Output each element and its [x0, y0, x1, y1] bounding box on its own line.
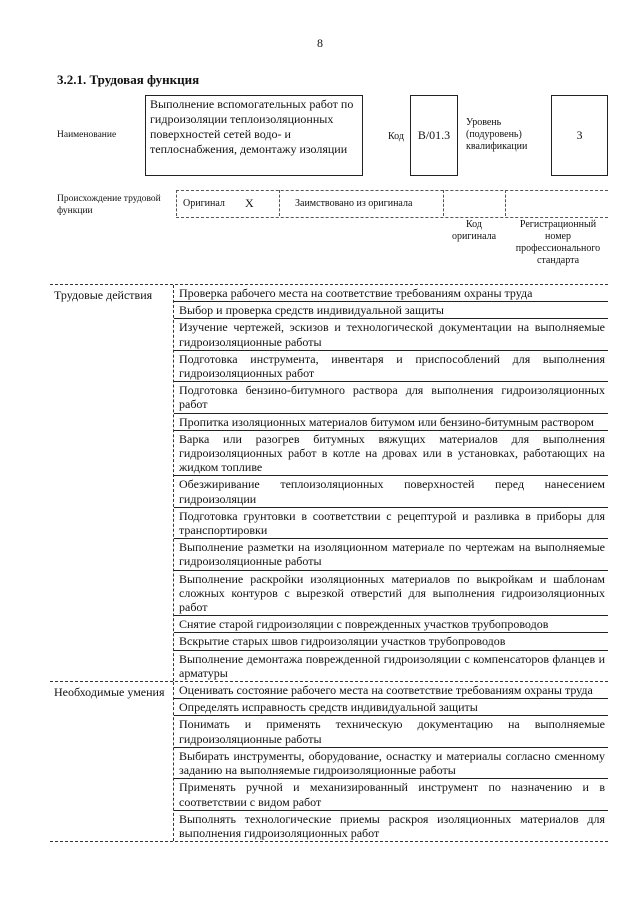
- table-row: Оценивать состояние рабочего места на соответствие требованиям охраны труда: [174, 682, 608, 699]
- original-mark: X: [245, 196, 254, 210]
- table-row: Пропитка изоляционных материалов битумом или бензино-битумным раствором: [174, 414, 608, 431]
- labor-functions-table: [50, 284, 608, 842]
- group-category: Необходимые умения: [50, 682, 174, 841]
- table-row: Понимать и применять техническую документацию на выполняемые гидроизоляционные работы: [174, 716, 608, 747]
- group-items: [174, 285, 608, 681]
- table-row: Изучение чертежей, эскизов и технологической документации на выполняемые гидроизоляционные работы: [174, 319, 608, 350]
- table-row: Проверка рабочего места на соответствие требованиям охраны труда: [174, 285, 608, 302]
- table-row: Выбор и проверка средств индивидуальной защиты: [174, 302, 608, 319]
- table-row: Подготовка бензино-битумного раствора для выполнения гидроизоляционных работ: [174, 382, 608, 413]
- name-label: Наименование: [57, 130, 117, 140]
- table-group: [50, 285, 608, 682]
- table-row: Выполнение демонтажа поврежденной гидроизоляции с компенсаторов фланцев и арматуры: [179, 651, 605, 680]
- origin-divider: [176, 190, 177, 216]
- table-row: Подготовка грунтовки в соответствии с рецептурой и разливка в приборы для транспортировки: [174, 508, 608, 539]
- section-title: 3.2.1. Трудовая функция: [57, 72, 200, 87]
- table-row: Выполнять технологические приемы раскроя изоляционных материалов для выполнения гидроизоляционных работ: [179, 811, 605, 840]
- page-number: 8: [317, 36, 323, 50]
- registration-caption: Регистрационный номер профессионального стандарта: [515, 219, 601, 266]
- borrowed-label: Заимствовано из оригинала: [295, 198, 413, 209]
- group-category: Трудовые действия: [50, 285, 174, 681]
- table-row: Варка или разогрев битумных вяжущих материалов для выполнения гидроизоляционных работ в котле на дровах или в установках, работающих на жидком топливе: [174, 431, 608, 477]
- table-row: Выполнение раскройки изоляционных материалов по выкройкам и шаблонам сложных контуров с вырезкой отверстий для выполнения гидроизоляционных работ: [174, 571, 608, 617]
- original-label: Оригинал: [183, 198, 225, 209]
- table-row: Обезжиривание теплоизоляционных поверхностей перед нанесением гидроизоляции: [174, 476, 608, 507]
- origin-divider: [279, 190, 280, 216]
- table-row: Снятие старой гидроизоляции с поврежденных участков трубопроводов: [174, 616, 608, 633]
- group-items: [174, 682, 608, 841]
- level-box: 3: [551, 95, 608, 176]
- origin-label: Происхождение трудовой функции: [57, 194, 161, 216]
- table-row: Применять ручной и механизированный инструмент по назначению и в соответствии с видом работ: [174, 779, 608, 810]
- table-group: [50, 682, 608, 841]
- origin-divider: [505, 190, 506, 216]
- code-label: Код: [388, 131, 404, 142]
- code-box: В/01.3: [410, 95, 458, 176]
- table-row: Выполнение разметки на изоляционном материале по чертежам на выполняемые гидроизоляционные работы: [174, 539, 608, 570]
- function-name-box: Выполнение вспомогательных работ по гидроизоляции теплоизоляционных поверхностей сетей водо- и теплоснабжения, демонтажу изоляции: [145, 95, 363, 176]
- table-row: Выбирать инструменты, оборудование, оснастку и материалы согласно сменному заданию на выполняемые гидроизоляционные работы: [174, 748, 608, 779]
- code-original-caption: Код оригинала: [451, 219, 497, 242]
- table-row: Определять исправность средств индивидуальной защиты: [174, 699, 608, 716]
- level-label: Уровень (подуровень) квалификации: [466, 117, 528, 152]
- origin-divider: [443, 190, 444, 216]
- table-row: Вскрытие старых швов гидроизоляции участков трубопроводов: [174, 633, 608, 650]
- table-row: Подготовка инструмента, инвентаря и приспособлений для выполнения гидроизоляционных работ: [174, 351, 608, 382]
